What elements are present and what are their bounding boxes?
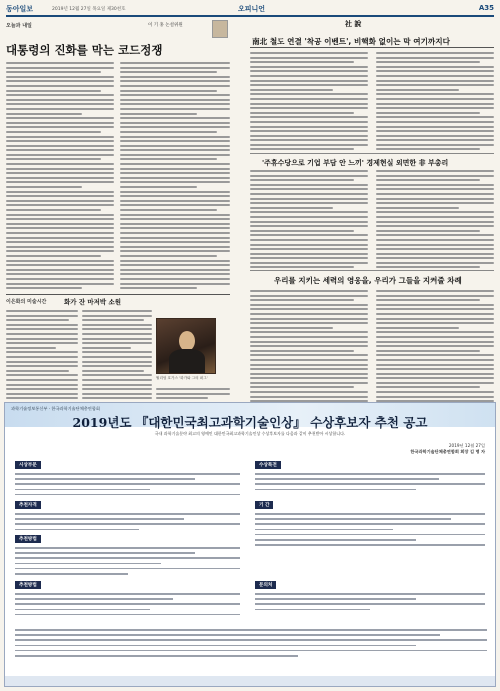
ad-section-7: 문의처 bbox=[255, 581, 276, 589]
ad-organization: 한국과학기술단체총연합회 회장 김 명 자 bbox=[410, 449, 485, 454]
editorial3-text-b bbox=[376, 290, 494, 405]
ad-section-7-body bbox=[255, 593, 485, 614]
column2-text-c bbox=[156, 388, 230, 402]
art-column-rubric: 이은화의 미술시간 bbox=[6, 299, 47, 305]
painting-caption: 윌리엄 호가스 '화가와 그의 퍼그' bbox=[156, 376, 208, 380]
ad-section-5: 수상특전 bbox=[255, 461, 281, 469]
editorial1-text-b bbox=[376, 52, 494, 153]
editorial-divider-2 bbox=[250, 270, 494, 271]
page-number: A35 bbox=[478, 4, 494, 12]
ad-section-1: 시상부문 bbox=[15, 461, 41, 469]
ad-section-3-body bbox=[15, 547, 240, 578]
ad-section-2: 추천자격 bbox=[15, 501, 41, 509]
ad-section-5-body bbox=[255, 473, 485, 494]
editorial2-text-a bbox=[250, 170, 368, 271]
masthead bbox=[6, 3, 494, 17]
editorial-rule bbox=[250, 47, 494, 48]
editorial2-text-b bbox=[376, 170, 494, 271]
paper-name: 동아일보 bbox=[6, 5, 34, 13]
editorial-divider-1 bbox=[250, 153, 494, 154]
ad-section-2-body bbox=[15, 513, 240, 534]
author-photo bbox=[212, 20, 228, 38]
art-column-headline: 화가 잔 마저박 소원 bbox=[64, 298, 122, 306]
column-headline: 대통령의 진화를 막는 코드정쟁 bbox=[6, 43, 163, 57]
ad-intro: 국내 과학기술분야 최고의 영예인 대한민국최고과학기술인상 수상후보자를 다음과 같이 추천받아 시상합니다. bbox=[154, 431, 346, 436]
editorial-headline-2: '주휴수당으로 기업 부담 안 느끼' 경제현실 외면한 非 부총리 bbox=[262, 159, 449, 167]
column-rubric: 오늘과 내일 bbox=[6, 23, 32, 29]
editorial-headline-3: 우리를 지키는 세력의 영웅을, 우리가 그들을 지켜줄 차례 bbox=[274, 276, 462, 285]
editorial1-text-a bbox=[250, 52, 368, 153]
section-divider bbox=[6, 294, 230, 295]
ad-fine-print bbox=[15, 629, 487, 660]
ad-section-3: 추천방법 bbox=[15, 535, 41, 543]
award-advertisement bbox=[4, 402, 496, 687]
section-title: 오피니언 bbox=[238, 5, 266, 13]
ad-title: 2019년도 『대한민국최고과학기술인상』 수상후보자 추천 공고 bbox=[72, 415, 428, 430]
ad-section-4-body bbox=[15, 593, 240, 619]
editorial-label: 社 說 bbox=[345, 20, 362, 28]
editorial3-text-a bbox=[250, 290, 368, 405]
column1-text-b bbox=[120, 62, 230, 292]
painting-image bbox=[156, 318, 216, 374]
editorial-headline-1: 南北 철도 연결 '착공 이벤트', 비핵화 없이는 막 여기까지다 bbox=[252, 37, 450, 46]
ad-section-6-body bbox=[255, 513, 485, 549]
issue-date: 2019년 12월 27일 목요일 제30천호 bbox=[52, 7, 126, 12]
ad-section-6: 기 간 bbox=[255, 501, 273, 509]
column-byline: 이 기 홍 논설위원 bbox=[148, 23, 183, 28]
ad-section-4: 추천방법 bbox=[15, 581, 41, 589]
ad-top-label: 과학기술정보통신부 · 한국과학기술단체총연합회 bbox=[11, 406, 100, 411]
column1-text-a bbox=[6, 62, 114, 292]
ad-section-1-body bbox=[15, 473, 240, 499]
ad-date: 2019년 12월 27일 bbox=[448, 443, 485, 448]
ad-footer-bar bbox=[5, 676, 495, 686]
